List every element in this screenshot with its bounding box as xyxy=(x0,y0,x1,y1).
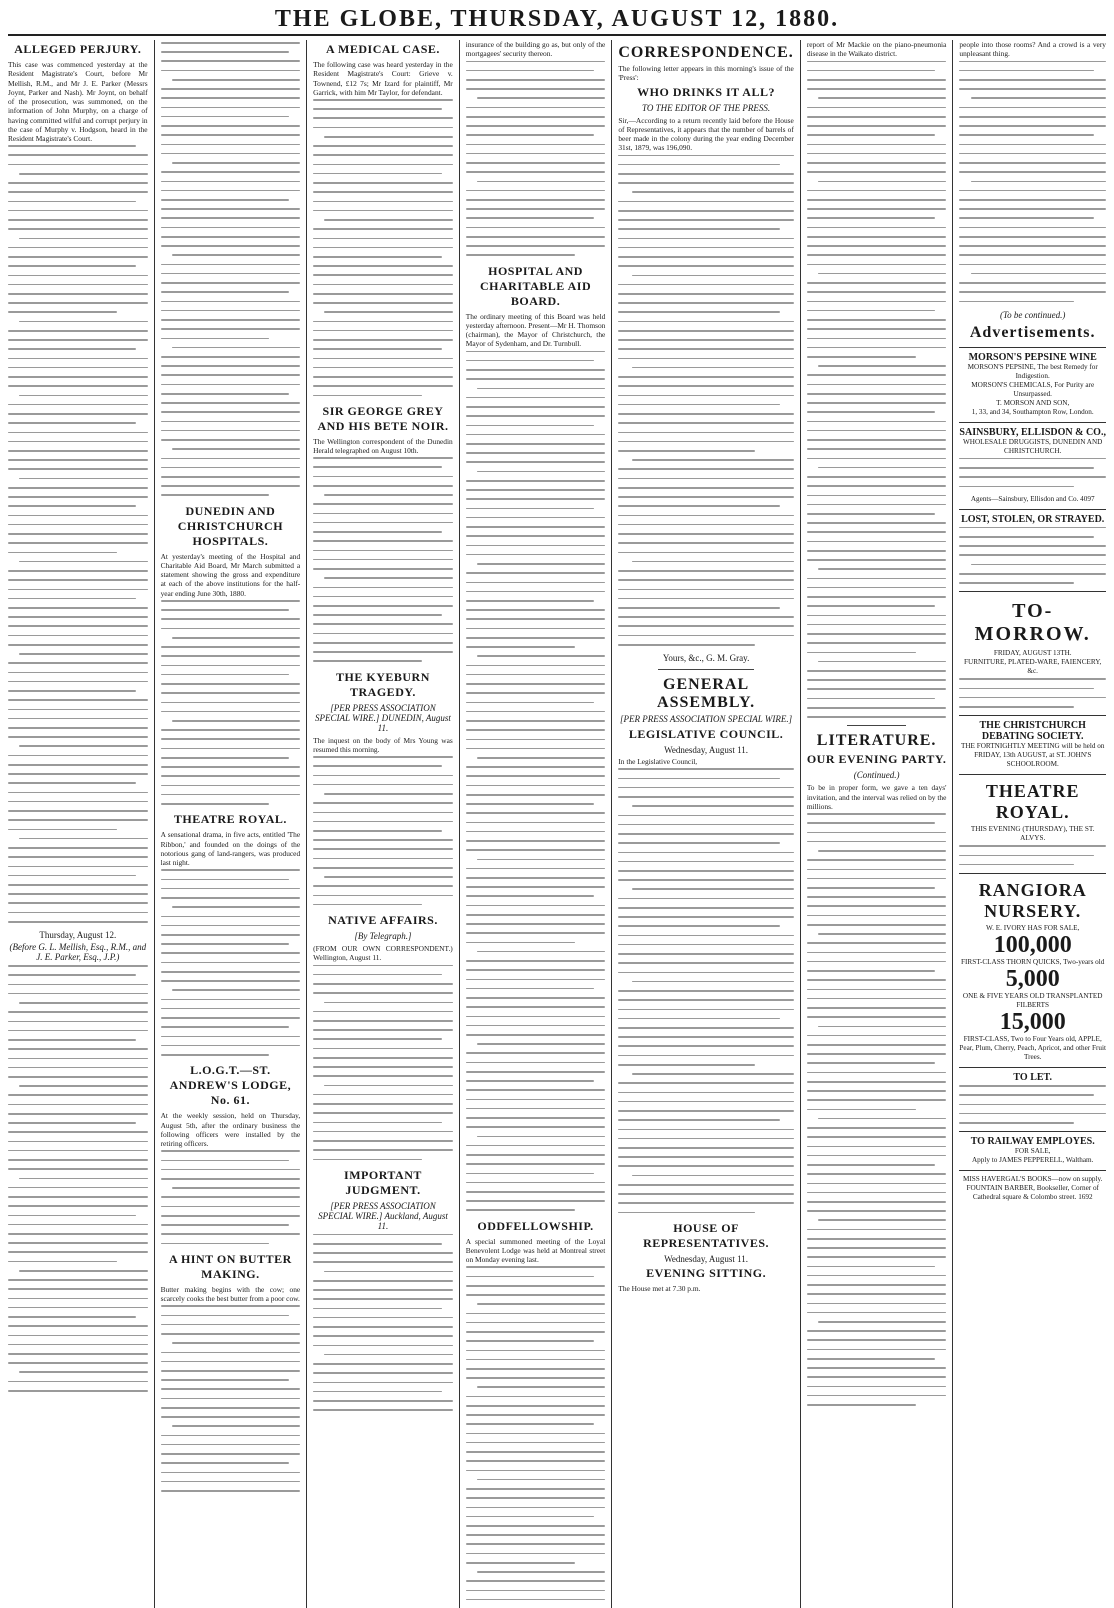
ad-debating-line: THE FORTNIGHTLY MEETING will be held on FRIDAY, 13th AUGUST, at ST. JOHN'S SCHOOLROOM. xyxy=(960,742,1105,769)
headline-kyeburn-tragedy: THE KYEBURN TRAGEDY. xyxy=(336,669,430,699)
literature-rule xyxy=(847,725,907,726)
article-board-intro: The ordinary meeting of this Board was held yesterday afternoon. Present—Mr H. Thomson (chairman), the Mayor of Christchurch, the Mayor of Sydenham, and Dr. Turnbull. xyxy=(465,311,606,349)
judgment-dateline: [PER PRESS ASSOCIATION SPECIAL WIRE.] Auckland, August 11. xyxy=(318,1200,448,1231)
article-lodge-body xyxy=(161,1150,301,1244)
headline-hospitals: DUNEDIN AND CHRISTCHURCH HOSPITALS. xyxy=(177,503,284,548)
correspondence-intro: The following letter appears in this morning's issue of the 'Press': xyxy=(618,64,794,83)
column-1 xyxy=(8,40,155,1608)
ad-to-let xyxy=(959,1067,1106,1124)
council-date: Wednesday, August 11. xyxy=(664,745,748,756)
ad-nursery-line-2: FIRST-CLASS THORN QUICKS, Two-years old xyxy=(961,958,1105,967)
column-4 xyxy=(466,40,613,1608)
article-perjury-body xyxy=(8,145,148,922)
ad-railway-for-sale: FOR SALE, xyxy=(1014,1147,1051,1156)
article-oddfellowship-body xyxy=(466,1266,606,1600)
ad-theatre-title: THEATRE ROYAL. xyxy=(985,781,1080,823)
headline-butter: A HINT ON BUTTER MAKING. xyxy=(168,1251,292,1281)
article-theatre-body xyxy=(161,869,301,1055)
article-judgment-body xyxy=(313,1234,453,1411)
ad-rangiora-nursery xyxy=(959,873,1106,1062)
ad-debating-society xyxy=(959,715,1106,769)
headline-literature: LITERATURE. xyxy=(816,732,937,750)
article-grey-body xyxy=(313,457,453,662)
ad-nursery-line-4: FIRST-CLASS, Two to Four Years old, APPLE, Pear, Plum, Cherry, Peach, Apricot, and other Fruit Trees. xyxy=(959,1035,1106,1062)
ad-lost-body xyxy=(959,527,1106,584)
headline-lodge: L.O.G.T.—ST. ANDREW'S LODGE, No. 61. xyxy=(169,1063,292,1108)
article-butter-body xyxy=(161,1305,301,1491)
headline-sir-george-grey: SIR GEORGE GREY AND HIS BETE NOIR. xyxy=(317,403,449,433)
article-kyeburn-body xyxy=(313,756,453,905)
ad-havergal-title: MISS HAVERGAL'S BOOKS—now on supply. xyxy=(962,1175,1103,1184)
headline-oddfellowship: ODDFELLOWSHIP. xyxy=(477,1218,594,1233)
council-body xyxy=(618,768,793,1213)
article-hospitals-intro: At yesterday's meeting of the Hospital and Charitable Aid Board, Mr March submitted a statement showing the gross and expenditure at each of the above institutions for the half-year ending June 30th, 1880. xyxy=(160,551,301,598)
letter-intro: Sir,—According to a return recently laid before the House of Representatives, it appears that the number of barrels of beer made in the colony during the year ending December 31st, 1879, was 196,090. xyxy=(618,115,794,153)
ad-nursery-figure-2: 5,000 xyxy=(1005,966,1060,993)
ad-lost-stolen xyxy=(959,509,1106,584)
letter-body xyxy=(618,155,793,646)
ad-nursery-line-1: W. E. IVORY HAS FOR SALE, xyxy=(986,924,1080,933)
column-6 xyxy=(807,40,954,1608)
kyeburn-dateline: [PER PRESS ASSOCIATION SPECIAL WIRE.] DUNEDIN, August 11. xyxy=(315,702,451,733)
to-be-continued: (To be continued.) xyxy=(999,309,1066,320)
house-date: Wednesday, August 11. xyxy=(664,1253,748,1264)
ad-theatre-royal xyxy=(959,774,1106,865)
ad-havergal-books xyxy=(959,1170,1106,1202)
newspaper-page xyxy=(8,6,1106,1345)
article-kyeburn-intro: The inquest on the body of Mrs Young was resumed this morning. xyxy=(313,735,453,754)
ad-morson-pepsine xyxy=(959,347,1106,417)
article-medical-body xyxy=(313,99,453,396)
party-continuation-body xyxy=(959,61,1106,303)
ad-to-let-body xyxy=(959,1085,1106,1124)
headline-legislative-council: LEGISLATIVE COUNCIL. xyxy=(628,727,784,742)
headline-important-judgment: IMPORTANT JUDGMENT. xyxy=(344,1167,422,1197)
column-2 xyxy=(161,40,308,1608)
ad-sainsbury-body xyxy=(959,458,1106,487)
article-native-body xyxy=(313,965,453,1161)
headline-evening-sitting: EVENING SITTING. xyxy=(646,1265,767,1280)
headline-correspondence: CORRESPONDENCE. xyxy=(618,44,794,61)
assembly-source: [PER PRESS ASSOCIATION SPECIAL WIRE.] xyxy=(620,714,793,725)
evening-sitting-text: The House met at 7.30 p.m. xyxy=(618,1283,701,1293)
masthead-title: THE GLOBE, THURSDAY, AUGUST 12, 1880. xyxy=(274,5,840,32)
court-bench: (Before G. L. Mellish, Esq., R.M., and J. E. Parker, Esq., J.P.) xyxy=(9,942,147,963)
section-rule xyxy=(658,669,753,670)
court-date: Thursday, August 12. xyxy=(39,930,117,941)
headline-theatre-royal: THEATRE ROYAL. xyxy=(173,812,287,827)
ad-morson-line-1: MORSON'S PEPSINE, The best Remedy for Indigestion. xyxy=(967,362,1098,380)
ad-lost-title: LOST, STOLEN, OR STRAYED. xyxy=(961,513,1105,525)
headline-evening-party: OUR EVENING PARTY. xyxy=(806,752,947,767)
ad-morson-title: MORSON'S PEPSINE WINE xyxy=(968,351,1097,363)
ad-morson-line-3: T. MORSON AND SON, xyxy=(996,398,1070,407)
ad-sainsbury-ellisdon xyxy=(959,422,1106,504)
ad-to-morrow xyxy=(959,591,1106,707)
article-butter-intro: Butter making begins with the cow; one scarcely cooks the best butter from a poor cow. xyxy=(160,1284,301,1304)
headline-who-drinks: WHO DRINKS IT ALL? xyxy=(637,84,775,99)
ad-havergal-footer: FOUNTAIN BARBER, Bookseller, Corner of Cathedral square & Colombo street. 1692 xyxy=(966,1184,1099,1202)
ad-to-let-title: TO LET. xyxy=(1013,1072,1052,1084)
article-native-intro: (FROM OUR OWN CORRESPONDENT.) Wellington, August 11. xyxy=(313,944,453,963)
evening-party-continued: (Continued.) xyxy=(853,770,900,781)
column-grid xyxy=(8,40,1106,1326)
ad-nursery-line-3: ONE & FIVE YEARS OLD TRANSPLANTED FILBERTS xyxy=(962,992,1103,1010)
ad-sainsbury-line-1: WHOLESALE DRUGGISTS, DUNEDIN AND CHRISTCHURCH. xyxy=(963,437,1103,455)
headline-alleged-perjury: ALLEGED PERJURY. xyxy=(14,42,142,56)
ad-theatre-line: THIS EVENING (THURSDAY), THE ST. ALVYS. xyxy=(970,825,1095,843)
ad-morson-line-2: MORSON'S CHEMICALS, For Purity are Unsurpassed. xyxy=(971,380,1095,398)
article-hospitals-body xyxy=(161,600,301,805)
headline-native-affairs: NATIVE AFFAIRS. xyxy=(328,913,438,928)
headline-general-assembly: GENERAL ASSEMBLY. xyxy=(657,676,756,712)
ad-nursery-figure-1: 100,000 xyxy=(993,932,1072,959)
ad-theatre-body xyxy=(959,845,1106,865)
party-continuation: people into those rooms? And a crowd is a very unpleasant thing. xyxy=(959,40,1106,59)
native-affairs-source: [By Telegraph.] xyxy=(354,931,412,942)
column-3 xyxy=(313,40,460,1608)
headline-house-of-reps: HOUSE OF REPRESENTATIVES. xyxy=(643,1220,770,1250)
ad-sainsbury-title: SAINSBURY, ELLISDON & CO., xyxy=(959,426,1106,438)
evening-party-body xyxy=(807,813,947,1406)
column-5 xyxy=(618,40,800,1608)
ad-sainsbury-line-2: Agents—Sainsbury, Ellisdon and Co. 4097 xyxy=(970,494,1095,503)
headline-advertisements: Advertisements. xyxy=(969,323,1096,341)
article-theatre-intro: A sensational drama, in five acts, entitled 'The Ribbon,' and founded on the doings of the notorious gang of land-rangers, was produced last night. xyxy=(160,830,301,868)
ad-debating-title: THE CHRISTCHURCH DEBATING SOCIETY. xyxy=(979,720,1086,743)
ad-to-morrow-date: FRIDAY, AUGUST 13TH. xyxy=(993,649,1072,658)
report-tail: report of Mr Mackie on the piano-pneumonia disease in the Waikato district. xyxy=(806,40,947,59)
council-intro: In the Legislative Council, xyxy=(618,757,698,767)
ad-railway-employes xyxy=(959,1131,1106,1165)
masthead-rule xyxy=(8,34,1106,36)
article-board-body xyxy=(466,351,606,1211)
article-perjury-intro: This case was commenced yesterday at the Resident Magistrate's Court, before Mr Mellish, R.M., and Mr J. E. Parker (Messrs Joynt, Parker and Nash). Mr Joynt, on behalf of the prosecution, was summoned, on the information of John Murphy, on a charge of having committed wilful and corrupt perjury in the case of Murphy v. Hodgson, heard in the Resident Magistrate's Court. xyxy=(8,60,148,143)
letter-salutation: TO THE EDITOR OF THE PRESS. xyxy=(641,102,771,113)
article-lodge-intro: At the weekly session, held on Thursday, August 5th, after the ordinary business the following officers were installed by the retiring officers. xyxy=(160,1111,301,1149)
ad-to-morrow-items: FURNITURE, PLATED-WARE, FAIENCERY, &c. xyxy=(964,658,1102,676)
article-perjury-continued xyxy=(8,965,148,1391)
column-7 xyxy=(959,40,1106,1608)
headline-medical-case: A MEDICAL CASE. xyxy=(326,42,440,56)
ad-to-morrow-title: TO-MORROW. xyxy=(974,600,1091,646)
ad-railway-title: TO RAILWAY EMPLOYES. xyxy=(970,1136,1095,1148)
ad-nursery-title: RANGIORA NURSERY. xyxy=(978,880,1087,922)
evening-party-intro: To be in proper form, we gave a ten days' invitation, and the interval was relied on by the millions. xyxy=(806,783,947,811)
article-insurance-tail: insurance of the building go as, but only of the mortgagees' security thereon. xyxy=(465,40,606,59)
letter-signature: Yours, &c., G. M. Gray. xyxy=(662,653,750,664)
article-oddfellowship-intro: A special summoned meeting of the Loyal Benevolent Lodge was held at Montreal street on Monday evening last. xyxy=(465,1236,606,1265)
ad-to-morrow-body xyxy=(959,678,1106,707)
article-grey-intro: The Wellington correspondent of the Dunedin Herald telegraphed on August 10th. xyxy=(313,436,453,455)
article-medical-intro: The following case was heard yesterday in the Resident Magistrate's Court: Grieve v. Townend, £12 7s; Mr Izard for plaintiff, Mr Garrick, with him Mr Taylor, for defendant. xyxy=(313,60,453,97)
ad-morson-line-4: 1, 33, and 34, Southampton Row, London. xyxy=(971,407,1094,416)
ad-nursery-figure-3: 15,000 xyxy=(999,1009,1066,1036)
ad-railway-apply: Apply to JAMES PEPPERELL, Waltham. xyxy=(971,1156,1094,1165)
headline-hospital-board: HOSPITAL AND CHARITABLE AID BOARD. xyxy=(479,263,592,308)
house-proceedings-body xyxy=(807,61,947,718)
article-insurance-body xyxy=(466,61,606,257)
article-continuation xyxy=(161,42,301,496)
